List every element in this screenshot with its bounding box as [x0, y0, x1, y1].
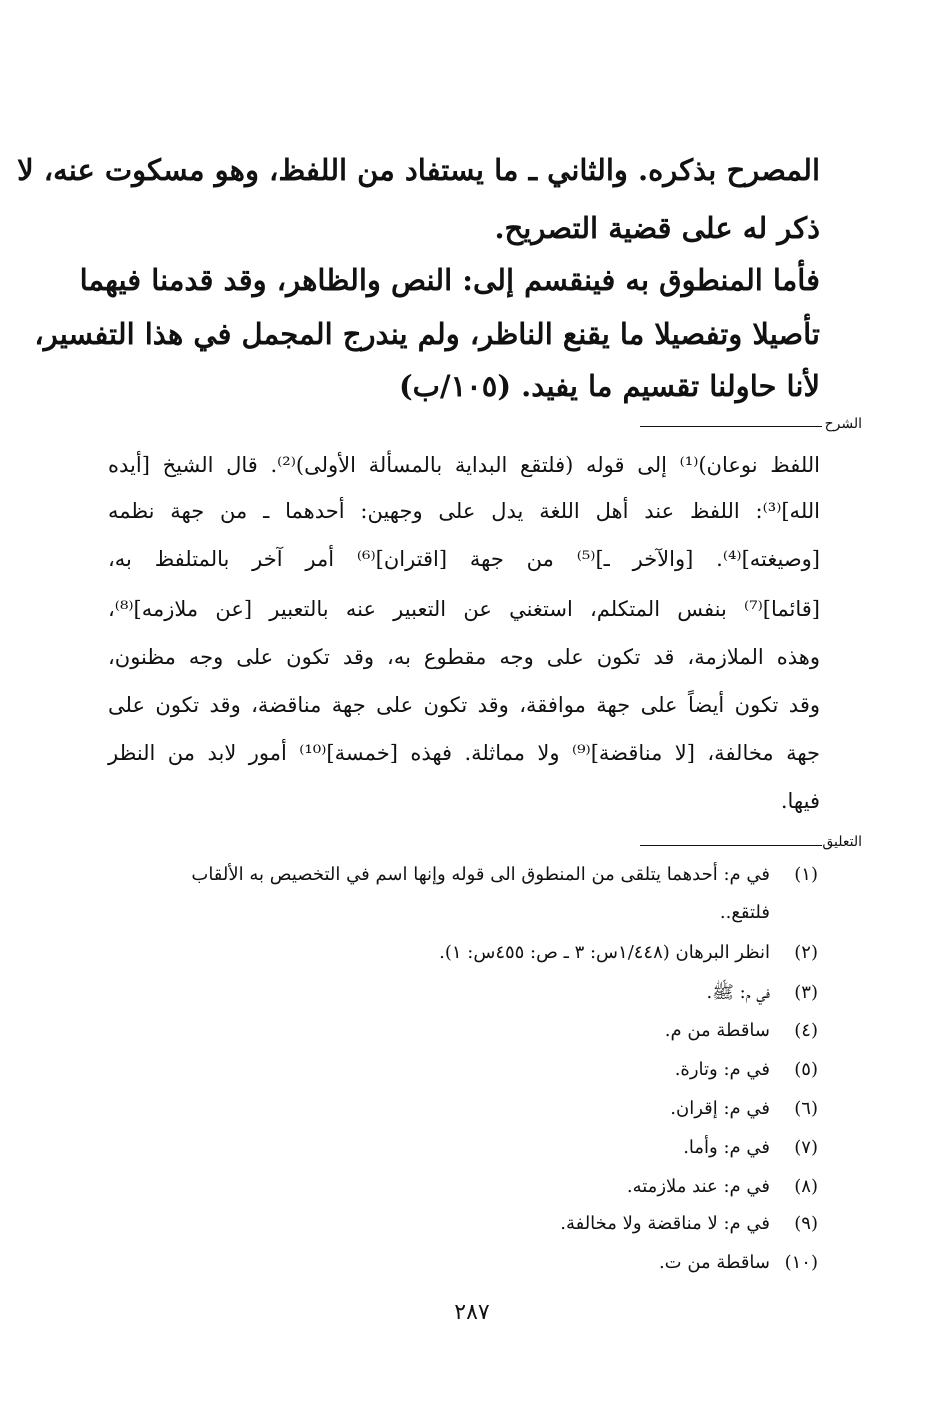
page-number: ٢٨٧: [454, 1300, 490, 1325]
footnote-text: في م: وأما.: [683, 1137, 770, 1158]
footnote-number: (٩): [794, 1213, 818, 1234]
sharh-line-1: اللفظ نوعان)⁽¹⁾ إلى قوله (فلتقع البداية بالمسألة الأولى)⁽²⁾. قال الشيخ [أيده: [108, 453, 821, 477]
sharh-line-4: [قائما]⁽⁷⁾ بنفس المتكلم، استغني عن التعبير عنه بالتعبير [عن ملازمه]⁽⁸⁾،: [108, 597, 820, 621]
footnote-5: [675, 1057, 818, 1083]
footnote-number: (١٠): [784, 1252, 818, 1273]
sharh-line-6: وقد تكون أيضاً على جهة موافقة، وقد تكون على جهة مناقضة، وقد تكون على: [108, 693, 820, 717]
footnote-10: [659, 1250, 818, 1276]
footnote-number: (١): [794, 864, 818, 885]
footnote-text: في م: ﷺ.: [706, 982, 770, 1003]
footnote-3: [706, 980, 818, 1006]
sharh-label: الشرح: [824, 416, 862, 432]
footnote-number: (٥): [794, 1059, 818, 1080]
footnote-6: [670, 1096, 818, 1122]
footnote-text: في م: عند ملازمته.: [626, 1176, 770, 1197]
sharh-line-3: [وصيغته]⁽⁴⁾. [والآخر ـ]⁽⁵⁾ من جهة [اقتران]⁽⁶⁾ أمر آخر بالمتلفظ به،: [108, 547, 820, 571]
footnote-7: [683, 1135, 818, 1161]
sharh-line-7: جهة مخالفة، [لا مناقضة]⁽⁹⁾ ولا مماثلة. فهذه [خمسة]⁽¹⁰⁾ أمور لابد من النظر: [108, 741, 821, 765]
taliq-divider: [640, 845, 822, 846]
main-text-line-5: لأنا حاولنا تقسيم ما يفيد. (١٠٥/ب): [398, 369, 820, 403]
footnote-8: [627, 1174, 818, 1200]
footnote-4: [665, 1018, 818, 1044]
footnote-text: في م: لا مناقضة ولا مخالفة.: [560, 1213, 770, 1234]
footnote-number: (٤): [794, 1020, 818, 1041]
main-text-line-2: ذكر له على قضية التصريح.: [494, 211, 820, 245]
footnote-number: (٧): [794, 1137, 818, 1158]
footnote-number: (٨): [794, 1176, 818, 1197]
main-text-line-3: فأما المنطوق به فينقسم إلى: النص والظاهر، وقد قدمنا فيهما: [79, 263, 820, 297]
sharh-divider: [640, 426, 822, 427]
footnote-text: انظر البرهان (١/٤٤٨س: ٣ ـ ص: ٤٥٥س: ١).: [439, 942, 770, 963]
footnote-number: (٣): [794, 982, 818, 1003]
footnote-number: (٦): [794, 1098, 818, 1119]
footnote-number: (٢): [794, 942, 818, 963]
footnote-1: [191, 862, 818, 888]
main-text-line-4: تأصيلا وتفصيلا ما يقنع الناظر، ولم يندرج المجمل في هذا التفسير،: [34, 317, 820, 351]
footnote-text: ساقطة من ت.: [658, 1252, 770, 1273]
footnote-text: في م: أحدهما يتلقى من المنطوق الى قوله وإنها اسم في التخصيص به الألقاب: [191, 864, 770, 885]
footnote-9: [560, 1211, 818, 1237]
footnote-2: [439, 940, 818, 966]
footnote-text: في م: إقران.: [670, 1098, 770, 1119]
sharh-line-2: الله]⁽³⁾: اللفظ عند أهل اللغة يدل على وجهين: أحدهما ـ من جهة نظمه: [108, 499, 820, 523]
sharh-line-8: فيها.: [780, 789, 820, 813]
footnote-text: ساقطة من م.: [664, 1020, 770, 1041]
footnote-text: في م: وتارة.: [674, 1059, 770, 1080]
taliq-label: التعليق: [822, 834, 862, 850]
footnote-1-continuation: فلتقع..: [719, 902, 770, 923]
sharh-line-5: وهذه الملازمة، قد تكون على وجه مقطوع به، وقد تكون على وجه مظنون،: [108, 645, 820, 669]
main-text-line-1: المصرح بذكره. والثاني ـ ما يستفاد من اللفظ، وهو مسكوت عنه، لا: [17, 153, 820, 187]
